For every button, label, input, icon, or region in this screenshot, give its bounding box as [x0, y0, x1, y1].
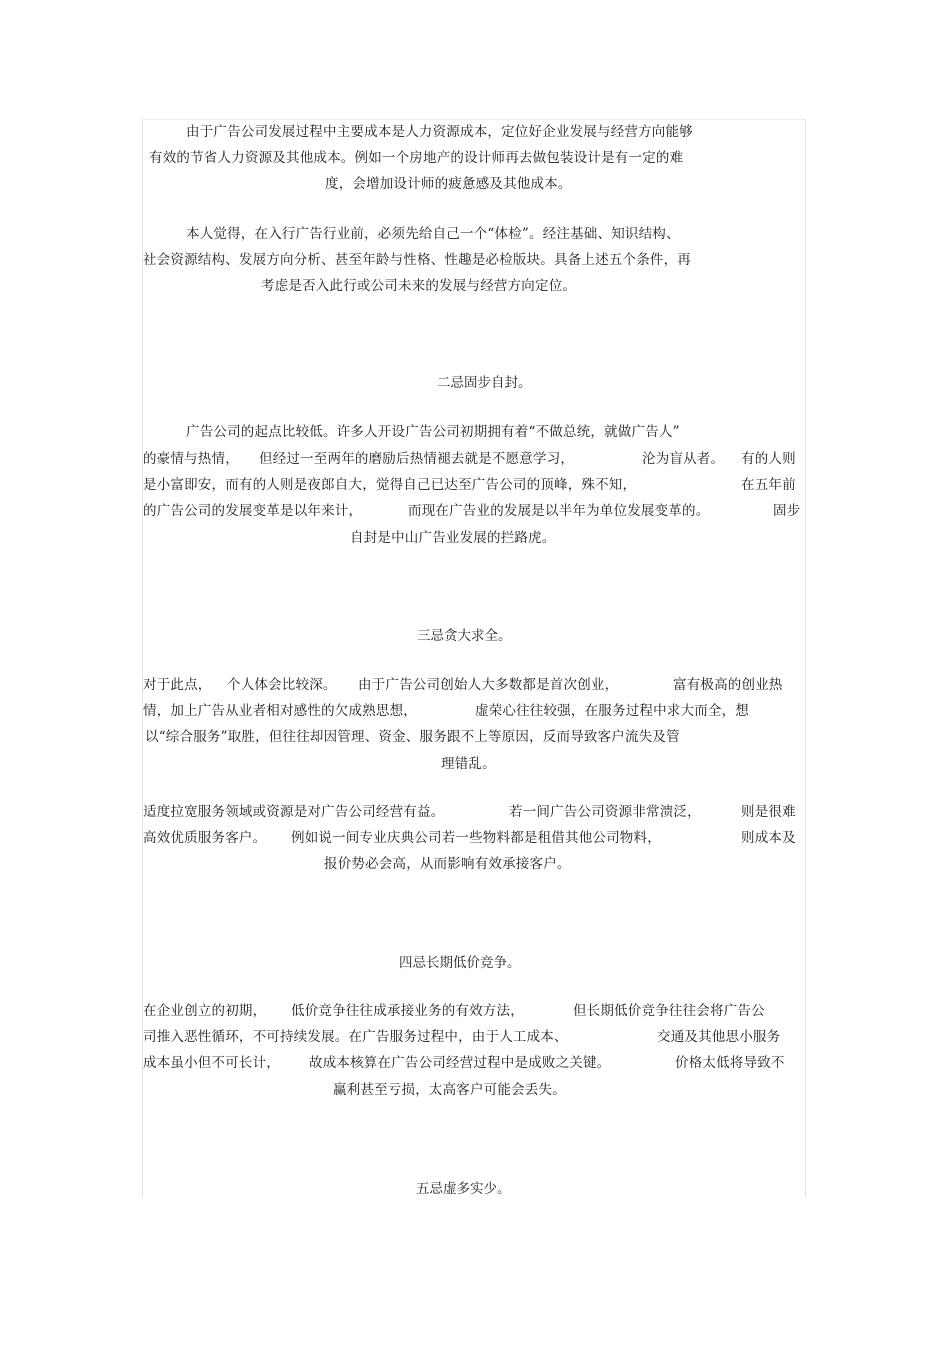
p1-line-2: 有效的节省人力资源及其他成本。例如一个房地产的设计师再去做包装设计是有一定的难 [149, 150, 684, 166]
p6-line-2 [143, 1028, 807, 1046]
p3-line-4-seg-c: 固步 [773, 503, 801, 519]
section-heading-3: 三忌贪大求全。 [417, 628, 512, 644]
p4-line-1-seg-c: 由于广告公司创始人大多数都是首次创业， [358, 677, 619, 693]
p3-line-4-seg-b: 而现在广告业的发展是以半年为单位发展变革的。 [408, 503, 710, 519]
p3-line-2-seg-b: 但经过一至两年的磨励后热情褪去就是不愿意学习， [259, 451, 575, 467]
section-heading-2: 二忌固步自封。 [437, 375, 532, 391]
p6-line-3 [143, 1054, 807, 1072]
p3-line-2-seg-c: 沦为盲从者。 [642, 451, 725, 467]
p5-line-2 [143, 829, 807, 847]
section-heading-5: 五忌虚多实少。 [416, 1181, 511, 1197]
p4-line-1-seg-d: 富有极高的创业热 [673, 677, 783, 693]
section-heading-4: 四忌长期低价竞争。 [399, 955, 521, 971]
p5-line-1-seg-a: 适度拉宽服务领域或资源是对广告公司经营有益。 [143, 804, 445, 820]
p5-line-2-seg-b: 例如说一间专业庆典公司若一些物料都是租借其他公司物料， [291, 830, 661, 846]
p3-line-1: 广告公司的起点比较低。许多人开设广告公司初期拥有着“不做总统，就做广告人” [186, 424, 680, 440]
p6-line-3-seg-a: 成本虽小但不可长计， [143, 1055, 280, 1071]
p3-line-3-seg-b: 在五年前 [741, 477, 796, 493]
p3-line-4-seg-a: 的广告公司的发展变革是以年来计， [143, 503, 363, 519]
p4-line-2-seg-a: 情，加上广告从业者相对感性的欠成熟思想， [143, 703, 417, 719]
p4-line-2 [143, 702, 807, 720]
p5-line-1-seg-b: 若一间广告公司资源非常溃泛， [509, 804, 701, 820]
p4-line-1-seg-a: 对于此点， [143, 677, 212, 693]
p2-line-1: 本人觉得，在入行广告行业前，必须先给自己一个“体检”。经注基础、知识结构、 [186, 226, 680, 242]
p6-line-4: 赢利甚至亏损，太高客户可能会丢失。 [333, 1082, 566, 1098]
p3-line-5: 自封是中山广告业发展的拦路虎。 [350, 530, 556, 546]
p6-line-2-seg-b: 交通及其他思小服务 [657, 1029, 781, 1045]
p4-line-4: 理错乱。 [441, 756, 496, 772]
p4-line-2-seg-b: 虚荣心往往较强，在服务过程中求大而全，想 [475, 703, 749, 719]
p3-line-3 [143, 476, 807, 494]
p6-line-1 [143, 1002, 807, 1020]
p5-line-1-seg-c: 则是很难 [741, 804, 796, 820]
p5-line-2-seg-a: 高效优质服务客户。 [143, 830, 267, 846]
p4-line-1-seg-b: 个人体会比较深。 [227, 677, 337, 693]
p6-line-1-seg-b: 低价竞争往往成承接业务的有效方法， [291, 1003, 524, 1019]
p3-line-2-seg-d: 有的人则 [741, 451, 796, 467]
p3-line-3-seg-a: 是小富即安，而有的人则是夜郎自大，觉得自己已达至广告公司的顶峰，殊不知， [143, 477, 637, 493]
p6-line-1-seg-a: 在企业创立的初期， [143, 1003, 267, 1019]
p3-line-2 [143, 450, 807, 468]
p3-line-4 [143, 502, 807, 520]
p6-line-1-seg-c: 但长期低价竞争往往会将广告公 [573, 1003, 765, 1019]
p1-line-1: 由于广告公司发展过程中主要成本是人力资源成本，定位好企业发展与经营方向能够 [186, 124, 693, 140]
p5-line-3: 报价势必会高，从而影响有效承接客户。 [324, 856, 571, 872]
p2-line-3: 考虑是否入此行或公司未来的发展与经营方向定位。 [261, 278, 577, 294]
p3-line-2-seg-a: 的豪情与热情， [143, 451, 239, 467]
p5-line-2-seg-c: 则成本及 [741, 830, 796, 846]
p4-line-3: 以“综合服务”取胜，但往往却因管理、资金、服务跟不上等原因，反而导致客户流失及管 [145, 729, 680, 745]
p6-line-2-seg-a: 司推入恶性循环，不可持续发展。在广告服务过程中，由于人工成本、 [143, 1029, 568, 1045]
p4-line-1 [143, 676, 807, 694]
p5-line-1 [143, 803, 807, 821]
p1-line-3: 度，会增加设计师的疲惫感及其他成本。 [325, 176, 572, 192]
p6-line-3-seg-b: 故成本核算在广告公司经营过程中是成败之关键。 [309, 1055, 611, 1071]
p6-line-3-seg-c: 价格太低将导致不 [675, 1055, 785, 1071]
p2-line-2: 社会资源结构、发展方向分析、甚至年龄与性格、性趣是必检版块。具备上述五个条件，再 [143, 252, 691, 268]
